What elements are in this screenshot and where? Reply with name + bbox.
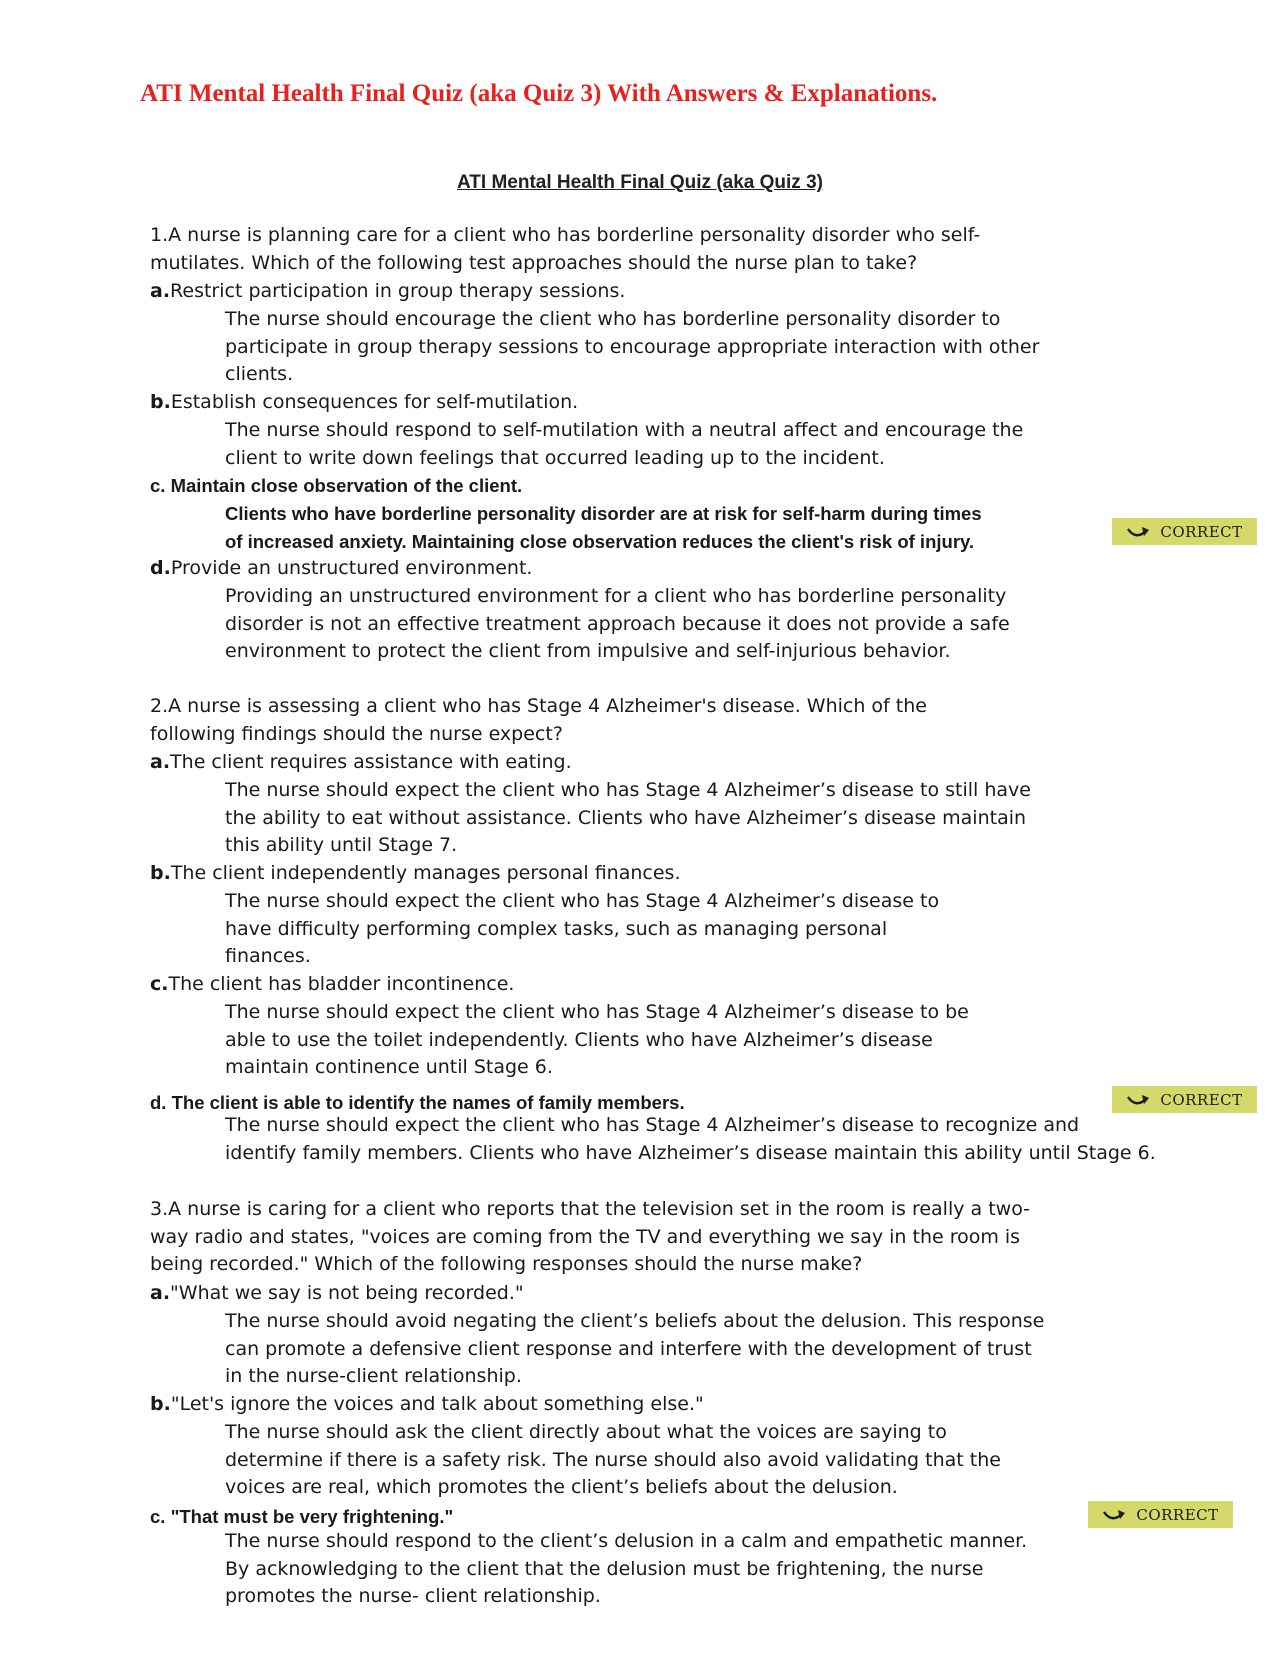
option-letter: d. bbox=[150, 1092, 167, 1113]
option-letter: c. bbox=[150, 973, 169, 995]
option-1d bbox=[150, 555, 1150, 583]
return-arrow-icon bbox=[1102, 1508, 1128, 1522]
option-letter: c. bbox=[150, 1506, 166, 1527]
explanation-3c: The nurse should respond to the client’s delusion in a calm and empathetic manner. By acknowledging to the client that the delusion must be frightening, the nurse promotes the nurse- client relationship. bbox=[225, 1530, 1028, 1608]
return-arrow-icon bbox=[1126, 525, 1152, 539]
option-1c-correct bbox=[150, 472, 1150, 500]
document-title: ATI Mental Health Final Quiz (aka Quiz 3) With Answers & Explanations. bbox=[140, 80, 938, 107]
question-1 bbox=[150, 222, 1130, 277]
question-text: A nurse is caring for a client who reports that the television set in the room is really a two- way radio and states, "voices are coming from the TV and everything we say in the room is being recorded." Which of the following responses should the nurse make? bbox=[150, 1198, 1031, 1276]
option-letter: b. bbox=[150, 391, 171, 413]
option-text: The client requires assistance with eating. bbox=[170, 751, 572, 773]
option-text: Maintain close observation of the client. bbox=[170, 475, 523, 496]
option-3a bbox=[150, 1280, 1150, 1308]
option-2c bbox=[150, 971, 1150, 999]
correct-badge-label: CORRECT bbox=[1160, 1090, 1243, 1109]
option-text: The client has bladder incontinence. bbox=[168, 973, 515, 995]
explanation-2c: The nurse should expect the client who has Stage 4 Alzheimer’s disease to be able to use the toilet independently. Clients who have Alzheimer’s disease maintain continence until Stage 6. bbox=[225, 1001, 969, 1079]
option-2b bbox=[150, 860, 1150, 888]
option-text: "What we say is not being recorded." bbox=[170, 1282, 524, 1304]
option-letter: c. bbox=[150, 475, 166, 496]
explanation-1a: The nurse should encourage the client who has borderline personality disorder to participate in group therapy sessions to encourage appropriate interaction with other clients. bbox=[225, 308, 1040, 386]
option-3b bbox=[150, 1391, 1150, 1419]
question-number: 1. bbox=[150, 224, 169, 246]
option-text: The client is able to identify the names of family members. bbox=[171, 1092, 685, 1113]
option-letter: d. bbox=[150, 557, 171, 579]
option-letter: a. bbox=[150, 280, 171, 302]
correct-badge-label: CORRECT bbox=[1160, 522, 1243, 541]
option-text: "That must be very frightening." bbox=[170, 1506, 454, 1527]
option-text: The client independently manages personal finances. bbox=[170, 862, 681, 884]
option-letter: b. bbox=[150, 862, 171, 884]
correct-badge bbox=[1112, 1086, 1257, 1113]
question-text: A nurse is planning care for a client who has borderline personality disorder who self- mutilates. Which of the following test approaches should the nurse plan to take? bbox=[150, 224, 981, 274]
option-1b bbox=[150, 389, 1150, 417]
option-3c-correct bbox=[150, 1503, 1150, 1531]
question-number: 2. bbox=[150, 695, 169, 717]
question-2 bbox=[150, 693, 1130, 748]
option-1a bbox=[150, 278, 1150, 306]
option-text: "Let's ignore the voices and talk about something else." bbox=[170, 1393, 704, 1415]
option-letter: a. bbox=[150, 751, 171, 773]
explanation-1c: Clients who have borderline personality disorder are at risk for self-harm during times of increased anxiety. Maintaining close observation reduces the client's risk of injury. bbox=[225, 503, 982, 552]
question-3 bbox=[150, 1196, 1150, 1279]
option-text: Restrict participation in group therapy sessions. bbox=[170, 280, 626, 302]
correct-badge-label: CORRECT bbox=[1136, 1505, 1219, 1524]
explanation-2b: The nurse should expect the client who has Stage 4 Alzheimer’s disease to have difficulty performing complex tasks, such as managing personal finances. bbox=[225, 890, 940, 968]
explanation-3a: The nurse should avoid negating the client’s beliefs about the delusion. This response can promote a defensive client response and interfere with the development of trust in the nurse-client relationship. bbox=[225, 1310, 1045, 1388]
correct-badge bbox=[1112, 518, 1257, 545]
option-text: Establish consequences for self-mutilation. bbox=[170, 391, 579, 413]
explanation-1d: Providing an unstructured environment for a client who has borderline personality disorder is not an effective treatment approach because it does not provide a safe environment to protect the client from impulsive and self-injurious behavior. bbox=[225, 585, 1010, 663]
option-text: Provide an unstructured environment. bbox=[170, 557, 533, 579]
correct-badge bbox=[1088, 1501, 1233, 1528]
return-arrow-icon bbox=[1126, 1093, 1152, 1107]
explanation-3b: The nurse should ask the client directly about what the voices are saying to determine if there is a safety risk. The nurse should also avoid validating that the voices are real, which promotes the client’s beliefs about the delusion. bbox=[225, 1421, 1001, 1499]
option-letter: b. bbox=[150, 1393, 171, 1415]
option-2a bbox=[150, 749, 1150, 777]
question-text: A nurse is assessing a client who has Stage 4 Alzheimer's disease. Which of the following findings should the nurse expect? bbox=[150, 695, 927, 745]
explanation-2d: The nurse should expect the client who has Stage 4 Alzheimer’s disease to recognize and identify family members. Clients who have Alzheimer’s disease maintain this ability until Stage 6. bbox=[225, 1114, 1156, 1164]
explanation-2a: The nurse should expect the client who has Stage 4 Alzheimer’s disease to still have the ability to eat without assistance. Clients who have Alzheimer’s disease maintain this ability until Stage 7. bbox=[225, 779, 1031, 857]
option-letter: a. bbox=[150, 1282, 171, 1304]
quiz-heading: ATI Mental Health Final Quiz (aka Quiz 3) bbox=[457, 172, 823, 193]
explanation-1b: The nurse should respond to self-mutilation with a neutral affect and encourage the client to write down feelings that occurred leading up to the incident. bbox=[225, 419, 1024, 469]
question-number: 3. bbox=[150, 1198, 169, 1220]
